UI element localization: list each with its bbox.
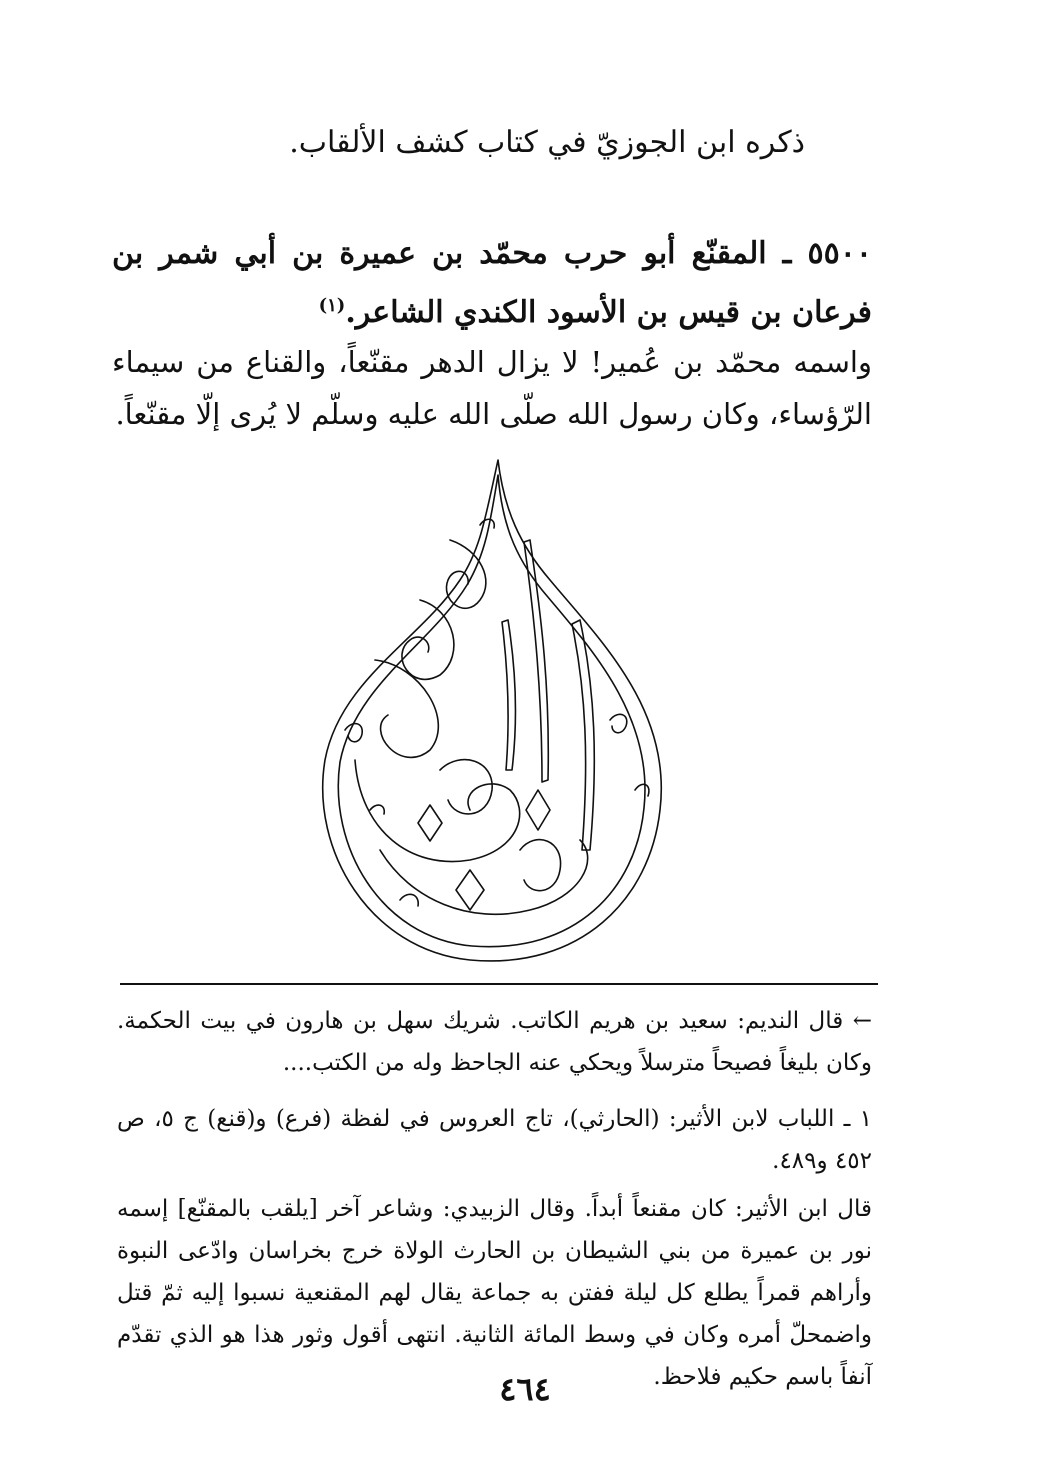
footnote-1-text: ١ ـ اللباب لابن الأثير: (الحارثي)، تاج العروس في لفظة (فرع) و(قنع) ج ٥، ص ٤٥٢ و٤٨٩.	[117, 1106, 873, 1174]
footnote-marker: (١)	[318, 295, 346, 316]
ornament-1	[345, 724, 362, 742]
entry-body-text: واسمه محمّد بن عُمير! لا يزال الدهر مقنّعاً، والقناع من سيماء الرّؤساء، وكان رسول الله صلّى الله عليه وسلّم لا يُرى إلّا مقنّعاً.	[112, 345, 872, 431]
teardrop-outline	[323, 460, 662, 961]
entry-body-paragraph	[112, 336, 872, 440]
calligraphy-illustration	[280, 430, 720, 975]
footnote-continued-text: ← قال النديم: سعيد بن هريم الكاتب. شريك سهل بن هارون في بيت الحكمة. وكان بليغاً فصيحاً مترسلاً ويحكي عنه الجاحظ وله من الكتب....	[117, 1008, 872, 1076]
letter-bowl-4	[520, 840, 561, 891]
diamond-dot-2	[456, 870, 484, 910]
carryover-text: ذكره ابن الجوزيّ في كتاب كشف الألقاب.	[289, 125, 805, 160]
ornament-2	[610, 714, 627, 732]
ornament-6	[370, 805, 384, 814]
alif-stroke-1	[524, 540, 548, 782]
page-number: ٤٦٤	[499, 1370, 551, 1408]
teardrop-inner-outline	[338, 475, 645, 947]
footnote-continued	[117, 1000, 872, 1084]
letter-bowl-2	[380, 840, 588, 914]
diamond-dot-1	[526, 790, 550, 830]
ornament-3	[400, 894, 418, 906]
entry-heading	[112, 228, 872, 339]
footnote-1-continuation	[117, 1188, 872, 1398]
letter-bowl-3	[440, 760, 492, 814]
footnote-1	[117, 1098, 872, 1182]
diamond-dot-3	[418, 805, 442, 841]
footnote-1-continuation-text: قال ابن الأثير: كان مقنعاً أبداً. وقال الزبيدي: وشاعر آخر [يلقب بالمقنّع] إسمه نور بن عميرة من بني الشيطان بن الحارث الولاة خرج بخراسان وادّعى النبوة وأراهم قمراً يطلع كل ليلة ففتن به جماعة يقال لهم المقنعية نسبوا إليه ثمّ قتل واضمحلّ أمره وكان في وسط المائة الثانية. انتهى أقول وثور هذا هو الذي تقدّم آنفاً باسم حكيم فلاحظ.	[117, 1196, 872, 1390]
letter-loop-2	[402, 600, 454, 679]
alif-stroke-2	[572, 620, 594, 850]
letter-loop-1	[446, 540, 485, 608]
carryover-paragraph	[205, 120, 805, 166]
footnote-separator	[120, 983, 878, 985]
letter-bowl-1	[355, 760, 520, 862]
entry-heading-text: ٥٥٠٠ ـ المقنّع أبو حرب محمّد بن عميرة بن أبي شمر بن فرعان بن قيس بن الأسود الكندي الشاعر.	[112, 236, 872, 330]
letter-loop-3	[375, 660, 438, 757]
ornament-5	[635, 784, 649, 796]
alif-stroke-3	[502, 620, 515, 770]
